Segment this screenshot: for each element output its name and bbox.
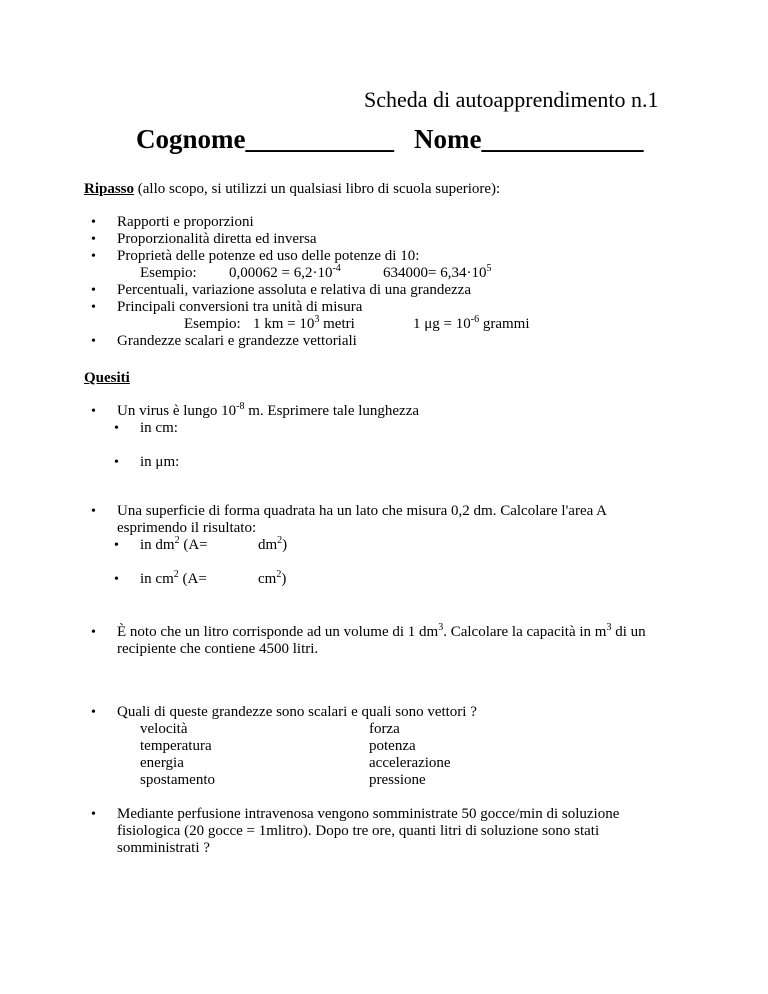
ripasso-heading: Ripasso — [84, 181, 135, 197]
sheet-title: Scheda di autoapprendimento n.1 — [364, 87, 659, 112]
question-2-sub-dm2-unit: $dm^2$) — [258, 535, 288, 553]
ripasso-example-1-label: Esempio: — [140, 265, 197, 281]
question-1-sub-cm: • in cm: — [140, 420, 178, 437]
question-3-line-2: recipiente che contiene 4500 litri. — [117, 641, 319, 657]
question-3-line-1: • È noto che un litro corrisponde ad un volume di 1 $dm^3$. Calcolare la capacità in $m^3$ di un — [117, 624, 646, 641]
quantity-forza: forza — [369, 721, 400, 737]
ripasso-intro-text: (allo scopo, si utilizzi un qualsiasi libro di scuola superiore): — [134, 181, 501, 197]
ripasso-item-5: • Principali conversioni tra unità di misura — [117, 299, 362, 316]
question-2-sub-dm2: • in $dm^2$ (A= — [140, 537, 208, 554]
quantity-energia: energia — [140, 755, 184, 771]
quesiti-heading: Quesiti — [84, 370, 130, 386]
quantity-temperatura: temperatura — [140, 738, 212, 754]
question-5-line-2: fisiologica (20 gocce = 1mlitro). Dopo tre ore, quanti litri di soluzione sono stati — [117, 823, 600, 839]
question-2-line-1: • Una superficie di forma quadrata ha un lato che misura 0,2 dm. Calcolare l'area A — [117, 503, 607, 520]
ripasso-example-2-label: Esempio: — [184, 316, 241, 332]
question-5-line-3: somministrati ? — [117, 840, 210, 856]
question-1-sub-um: • in μm: — [140, 454, 179, 471]
ripasso-item-3: • Proprietà delle potenze ed uso delle potenze di 10: — [117, 248, 419, 265]
quantity-pressione: pressione — [369, 772, 426, 788]
quantity-accelerazione: accelerazione — [369, 755, 451, 771]
ripasso-item-4: • Percentuali, variazione assoluta e relativa di una grandezza — [117, 282, 471, 299]
ripasso-intro — [84, 181, 500, 198]
quantity-potenza: potenza — [369, 738, 416, 754]
question-5-line-1: • Mediante perfusione intravenosa vengono somministrate 50 gocce/min di soluzione — [117, 806, 619, 823]
quantity-velocita: velocità — [140, 721, 188, 737]
ripasso-item-1: • Rapporti e proporzioni — [117, 214, 254, 231]
ripasso-example-1-b: $634000= 6,34\cdot 10^5$ — [383, 263, 492, 281]
ripasso-item-6: • Grandezze scalari e grandezze vettoriali — [117, 333, 357, 350]
question-2-line-2: esprimendo il risultato: — [117, 520, 257, 536]
question-1: • Un virus è lungo $10^{-8}$ m. Esprimere tale lunghezza — [117, 403, 419, 420]
ripasso-example-2-a: 1 km = $10^3$ metri — [253, 314, 355, 332]
cognome-field: Cognome___________ — [136, 124, 394, 154]
question-2-sub-cm2-unit: $cm^2$) — [258, 569, 287, 587]
nome-field: Nome____________ — [414, 124, 644, 154]
ripasso-example-1-a: $0,00062 = 6,2\cdot 10^{-4}$ — [229, 263, 341, 281]
ripasso-item-2: • Proporzionalità diretta ed inversa — [117, 231, 317, 248]
question-4: • Quali di queste grandezze sono scalari e quali sono vettori ? — [117, 704, 477, 721]
question-2-sub-cm2: • in $cm^2$ (A= — [140, 571, 207, 588]
ripasso-example-2-b: 1 $\mu g = 10^{-6}$ grammi — [413, 314, 530, 332]
quantity-spostamento: spostamento — [140, 772, 215, 788]
